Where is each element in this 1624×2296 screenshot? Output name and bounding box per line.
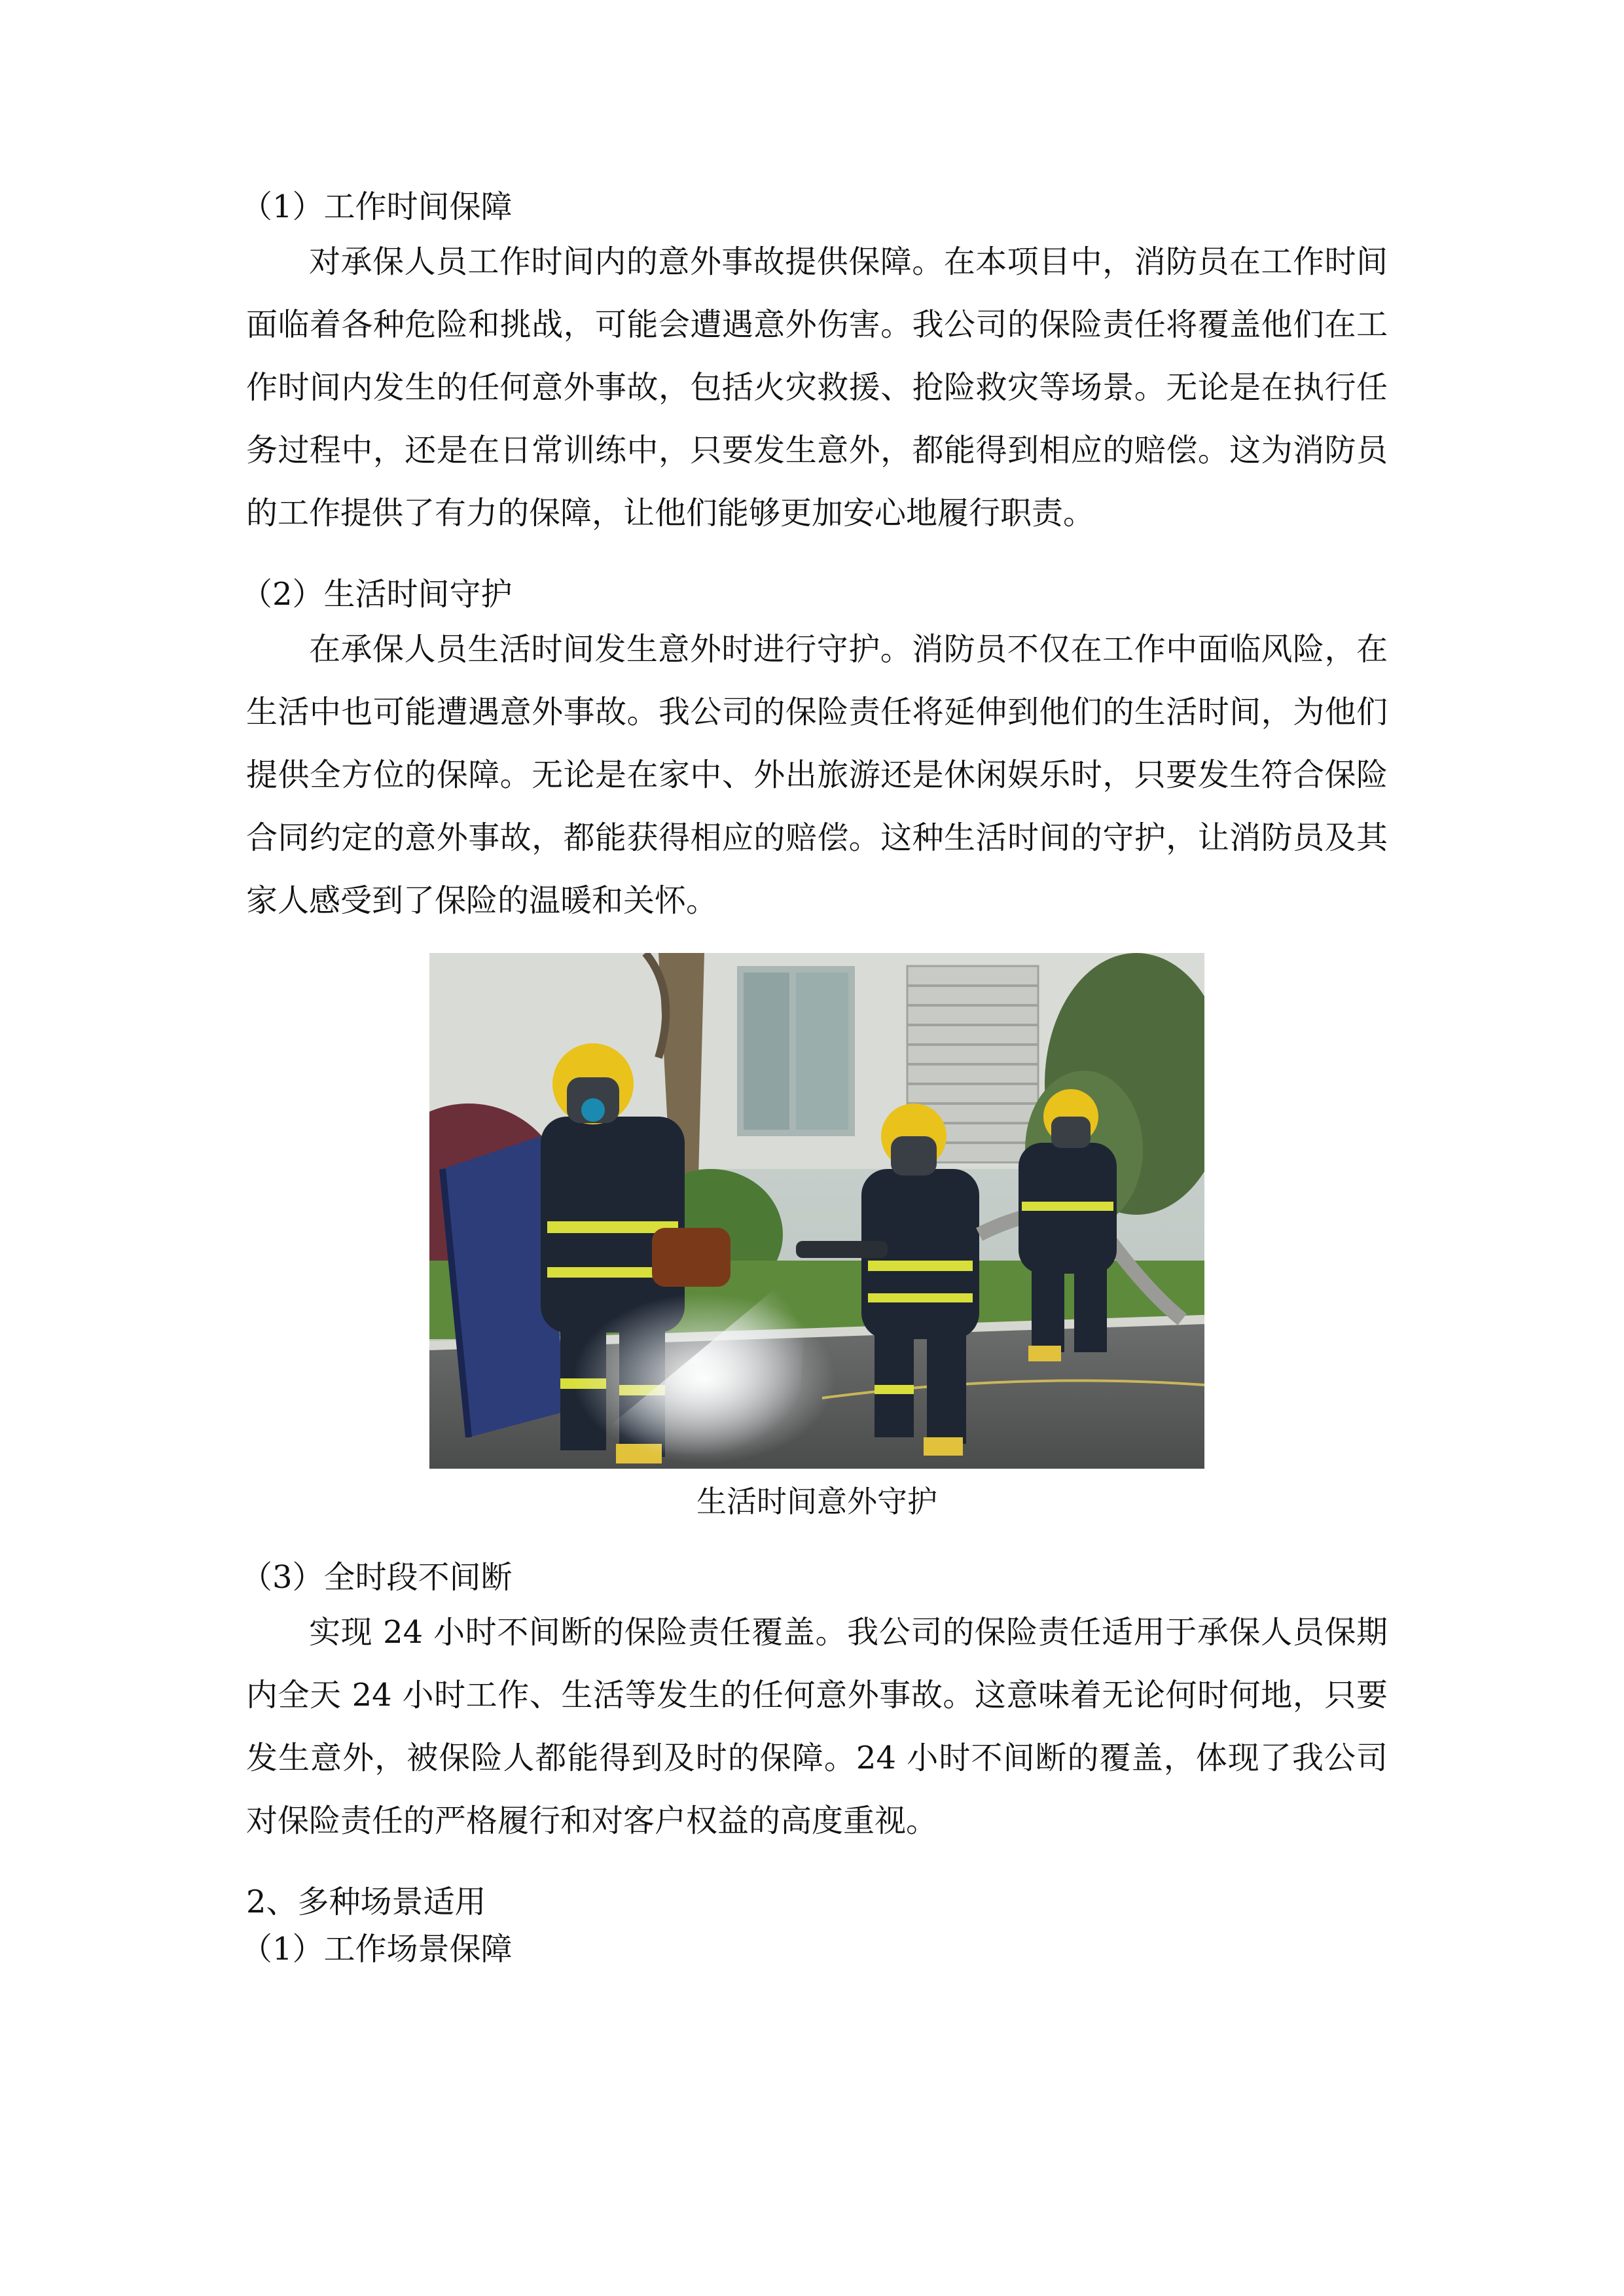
section-heading-work-scenario: （1）工作场景保障	[241, 1931, 513, 1967]
section-heading-work-time: （1）工作时间保障	[241, 188, 513, 225]
paragraph-all-time: 实现 24 小时不间断的保险责任覆盖。我公司的保险责任适用于承保人员保期内全天 24 小时工作、生活等发生的任何意外事故。这意味着无论何时何地，只要发生意外，被保险人都能得到及时的保障。24 小时不间断的覆盖，体现了我公司对保险责任的严格履行和对客户权益的高度重视。	[246, 1614, 1388, 1839]
firefighters-photo	[429, 953, 1204, 1469]
section-heading-all-time: （3）全时段不间断	[241, 1559, 513, 1596]
section-heading-life-time: （2）生活时间守护	[241, 576, 513, 613]
figure-firefighters	[429, 953, 1204, 1525]
figure-caption: 生活时间意外守护	[696, 1484, 937, 1519]
paragraph-life-time: 在承保人员生活时间发生意外时进行守护。消防员不仅在工作中面临风险，在生活中也可能遭遇意外事故。我公司的保险责任将延伸到他们的生活时间，为他们提供全方位的保障。无论是在家中、外出旅游还是休闲娱乐时，只要发生符合保险合同约定的意外事故，都能获得相应的赔偿。这种生活时间的守护，让消防员及其家人感受到了保险的温暖和关怀。	[246, 631, 1388, 919]
document-page	[241, 183, 1388, 1973]
heading-multi-scenario: 2、多种场景适用	[246, 1884, 486, 1920]
paragraph-work-time: 对承保人员工作时间内的意外事故提供保障。在本项目中，消防员在工作时间面临着各种危险和挑战，可能会遭遇意外伤害。我公司的保险责任将覆盖他们在工作时间内发生的任何意外事故，包括火灾救援、抢险救灾等场景。无论是在执行任务过程中，还是在日常训练中，只要发生意外，都能得到相应的赔偿。这为消防员的工作提供了有力的保障，让他们能够更加安心地履行职责。	[246, 243, 1388, 531]
